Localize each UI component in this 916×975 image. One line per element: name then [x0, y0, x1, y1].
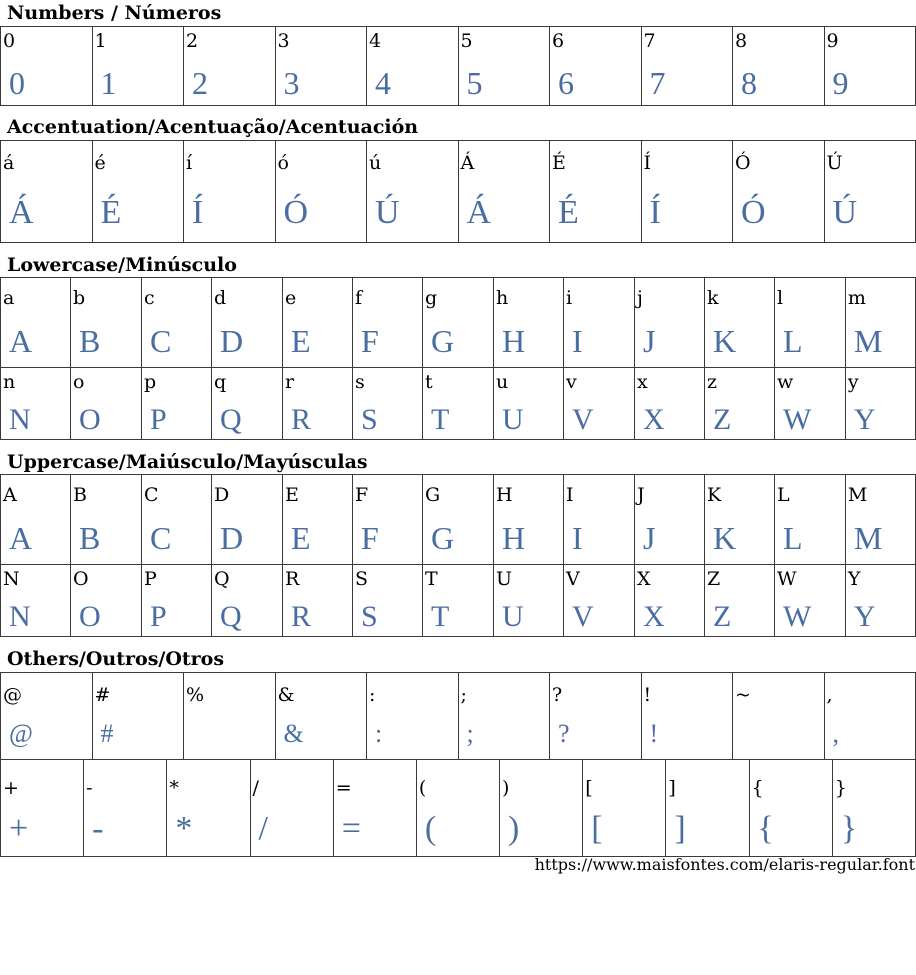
lowercase-row-1: [1, 278, 916, 368]
reference-character: &: [277, 684, 295, 706]
reference-character: Í: [643, 152, 652, 174]
font-glyph-sample: Á: [466, 194, 493, 231]
accentuation-cell: [458, 141, 550, 243]
reference-character: G: [424, 484, 441, 506]
font-glyph-sample: -: [92, 810, 105, 847]
reference-character: á: [3, 152, 15, 174]
accentuation-cell: [184, 141, 276, 243]
reference-character: Z: [706, 568, 721, 590]
others-grid-2: [0, 759, 916, 857]
font-glyph-sample: D: [219, 520, 245, 556]
others-cell: [1, 673, 93, 760]
lowercase-cell: [71, 278, 142, 368]
others-cell: [824, 673, 916, 760]
font-glyph-sample: +: [9, 810, 30, 847]
reference-character: f: [354, 287, 363, 309]
reference-character: 2: [186, 30, 199, 52]
others-cell: [832, 760, 915, 857]
lowercase-cell: [211, 278, 282, 368]
others-cell: [416, 760, 499, 857]
font-glyph-sample: I: [571, 323, 584, 359]
font-glyph-sample: M: [853, 520, 884, 556]
lowercase-grid: [0, 277, 916, 440]
numbers-row: [1, 27, 916, 106]
font-glyph-sample: H: [501, 323, 527, 359]
uppercase-grid: [0, 474, 916, 637]
accentuation-cell: [92, 141, 184, 243]
reference-character: L: [776, 484, 790, 506]
font-glyph-sample: }: [840, 810, 859, 847]
font-glyph-sample: Á: [9, 194, 35, 231]
font-glyph-sample: F: [360, 520, 380, 556]
reference-character: q: [213, 371, 227, 393]
font-glyph-sample: 3: [283, 65, 301, 101]
accentuation-cell: [1, 141, 93, 243]
reference-character: !: [643, 684, 652, 706]
font-glyph-sample: [: [591, 810, 604, 847]
reference-character: [: [585, 777, 593, 799]
font-glyph-sample: Ó: [283, 194, 310, 231]
font-glyph-sample: V: [571, 403, 595, 436]
others-cell: [500, 760, 583, 857]
font-glyph-sample: (: [424, 810, 438, 847]
accentuation-cell: [641, 141, 733, 243]
font-glyph-sample: C: [149, 323, 173, 359]
font-glyph-sample: 2: [192, 65, 209, 101]
reference-character: =: [335, 777, 352, 799]
reference-character: e: [284, 287, 297, 309]
font-glyph-sample: V: [571, 600, 595, 633]
lowercase-cell: [422, 368, 493, 440]
uppercase-cell: [563, 565, 634, 637]
others-cell: [550, 673, 642, 760]
reference-character: ;: [460, 684, 467, 706]
font-glyph-sample: S: [360, 403, 379, 436]
reference-character: 8: [735, 30, 748, 52]
font-glyph-sample: P: [149, 403, 168, 436]
numbers-grid: [0, 26, 916, 106]
font-glyph-sample: S: [360, 600, 379, 633]
font-glyph-sample: W: [782, 403, 813, 436]
others-cell: [458, 673, 550, 760]
lowercase-cell: [71, 368, 142, 440]
font-glyph-sample: Q: [219, 600, 243, 633]
reference-character: d: [213, 287, 227, 309]
uppercase-cell: [634, 565, 704, 637]
reference-character: D: [213, 484, 230, 506]
uppercase-cell: [71, 475, 142, 565]
font-glyph-sample: N: [9, 600, 32, 633]
uppercase-cell: [422, 565, 493, 637]
others-cell: [275, 673, 367, 760]
uppercase-cell: [845, 475, 915, 565]
uppercase-cell: [493, 565, 563, 637]
uppercase-cell: [352, 565, 422, 637]
font-glyph-sample: Í: [649, 194, 662, 231]
reference-character: j: [636, 287, 643, 309]
reference-character: 1: [94, 30, 107, 52]
font-glyph-sample: ;: [466, 719, 475, 748]
reference-character: o: [73, 371, 85, 393]
font-glyph-sample: B: [79, 520, 102, 556]
reference-character: 0: [3, 30, 16, 52]
font-glyph-sample: H: [501, 520, 527, 556]
uppercase-cell: [704, 565, 774, 637]
numbers-cell: [275, 27, 367, 106]
reference-character: S: [354, 568, 368, 590]
reference-character: I: [565, 484, 574, 506]
font-glyph-sample: ,: [832, 719, 840, 748]
font-glyph-sample: C: [149, 520, 173, 556]
reference-character: Y: [847, 568, 861, 590]
reference-character: P: [143, 568, 157, 590]
font-glyph-sample: 6: [558, 65, 575, 101]
reference-character: E: [284, 484, 299, 506]
reference-character: {: [751, 777, 764, 799]
font-glyph-sample: T: [430, 600, 451, 633]
font-glyph-sample: J: [642, 323, 657, 359]
accentuation-cell: [367, 141, 459, 243]
reference-character: ]: [668, 777, 676, 799]
lowercase-cell: [422, 278, 493, 368]
reference-character: 3: [277, 30, 290, 52]
uppercase-cell: [141, 565, 211, 637]
reference-character: i: [565, 287, 573, 309]
others-cell: [583, 760, 666, 857]
font-glyph-sample: É: [100, 194, 123, 231]
numbers-cell: [641, 27, 733, 106]
font-glyph-sample: M: [853, 323, 884, 359]
others-cell: [1, 760, 84, 857]
lowercase-cell: [141, 278, 211, 368]
font-glyph-sample: ]: [674, 810, 687, 847]
uppercase-cell: [563, 475, 634, 565]
font-glyph-sample: X: [642, 403, 666, 436]
reference-character: p: [143, 371, 157, 393]
others-cell: [92, 673, 184, 760]
reference-character: J: [636, 484, 645, 506]
numbers-heading: Numbers / Números: [7, 2, 222, 24]
font-glyph-sample: É: [558, 194, 580, 231]
font-glyph-sample: B: [79, 323, 102, 359]
reference-character: 5: [460, 30, 473, 52]
font-glyph-sample: J: [642, 520, 657, 556]
others-cell: [84, 760, 167, 857]
reference-character: 4: [369, 30, 382, 52]
reference-character: 9: [826, 30, 839, 52]
reference-character: U: [495, 568, 512, 590]
reference-character: R: [284, 568, 300, 590]
others-row-2: [1, 760, 916, 857]
others-cell: [167, 760, 250, 857]
font-glyph-sample: Q: [219, 403, 243, 436]
lowercase-cell: [352, 368, 422, 440]
reference-character: c: [143, 287, 155, 309]
accentuation-cell: [275, 141, 367, 243]
lowercase-cell: [563, 278, 634, 368]
font-glyph-sample: F: [360, 323, 380, 359]
reference-character: N: [3, 568, 20, 590]
uppercase-cell: [352, 475, 422, 565]
numbers-cell: [824, 27, 916, 106]
reference-character: r: [284, 371, 295, 393]
accentuation-grid: [0, 140, 916, 243]
font-glyph-sample: ?: [558, 719, 571, 748]
font-glyph-sample: R: [290, 600, 312, 633]
reference-character: t: [424, 371, 433, 393]
font-glyph-sample: A: [9, 520, 34, 556]
reference-character: Ú: [826, 152, 843, 174]
reference-character: ?: [552, 684, 563, 706]
uppercase-cell: [141, 475, 211, 565]
uppercase-cell: [845, 565, 915, 637]
reference-character: X: [636, 568, 651, 590]
reference-character: K: [706, 484, 722, 506]
reference-character: a: [3, 287, 15, 309]
font-glyph-sample: Y: [853, 403, 877, 436]
font-glyph-sample: Ú: [832, 194, 859, 231]
font-glyph-sample: @: [9, 719, 34, 748]
lowercase-cell: [352, 278, 422, 368]
lowercase-cell: [774, 278, 845, 368]
reference-character: É: [552, 152, 566, 174]
reference-character: :: [369, 684, 376, 706]
lowercase-cell: [1, 368, 71, 440]
others-cell: [666, 760, 749, 857]
font-glyph-sample: K: [712, 323, 738, 359]
font-glyph-sample: E: [290, 520, 312, 556]
font-glyph-sample: &: [283, 719, 305, 748]
lowercase-cell: [1, 278, 71, 368]
font-glyph-sample: G: [430, 323, 456, 359]
font-glyph-sample: U: [501, 600, 525, 633]
reference-character: z: [706, 371, 717, 393]
lowercase-cell: [704, 368, 774, 440]
reference-character: +: [3, 777, 19, 799]
font-glyph-sample: G: [430, 520, 456, 556]
font-glyph-sample: 9: [832, 65, 850, 101]
font-glyph-sample: X: [642, 600, 666, 633]
uppercase-cell: [704, 475, 774, 565]
uppercase-cell: [1, 475, 71, 565]
others-cell: [367, 673, 459, 760]
accentuation-row: [1, 141, 916, 243]
lowercase-cell: [634, 368, 704, 440]
reference-character: Ó: [735, 152, 751, 174]
numbers-cell: [184, 27, 276, 106]
reference-character: s: [354, 371, 365, 393]
reference-character: ú: [369, 152, 382, 174]
reference-character: T: [424, 568, 438, 590]
reference-character: -: [86, 777, 93, 799]
numbers-cell: [92, 27, 184, 106]
font-glyph-sample: Z: [712, 600, 733, 633]
font-glyph-sample: D: [219, 323, 245, 359]
lowercase-cell: [141, 368, 211, 440]
font-glyph-sample: L: [782, 323, 804, 359]
reference-character: 6: [552, 30, 565, 52]
reference-character: B: [73, 484, 87, 506]
reference-character: y: [847, 371, 859, 393]
reference-character: m: [847, 287, 866, 309]
reference-character: n: [3, 371, 16, 393]
uppercase-row-1: [1, 475, 916, 565]
lowercase-cell: [845, 278, 915, 368]
accentuation-cell: [824, 141, 916, 243]
font-glyph-sample: !: [649, 719, 660, 748]
font-glyph-sample: E: [290, 323, 312, 359]
uppercase-cell: [1, 565, 71, 637]
reference-character: @: [3, 684, 22, 706]
reference-character: V: [565, 568, 580, 590]
uppercase-cell: [422, 475, 493, 565]
reference-character: x: [636, 371, 648, 393]
font-glyph-sample: Z: [712, 403, 733, 436]
uppercase-cell: [774, 475, 845, 565]
font-glyph-sample: O: [79, 600, 102, 633]
reference-character: A: [3, 484, 17, 506]
font-glyph-sample: O: [79, 403, 102, 436]
font-glyph-sample: 7: [649, 65, 667, 101]
font-glyph-sample: P: [149, 600, 168, 633]
lowercase-cell: [563, 368, 634, 440]
lowercase-cell: [634, 278, 704, 368]
font-glyph-sample: *: [175, 810, 194, 847]
uppercase-cell: [211, 475, 282, 565]
font-glyph-sample: /: [258, 810, 269, 847]
source-url: https://www.maisfontes.com/elaris-regular.font: [534, 855, 915, 874]
others-cell: [250, 760, 333, 857]
font-glyph-sample: W: [782, 600, 813, 633]
lowercase-cell: [211, 368, 282, 440]
reference-character: /: [252, 777, 259, 799]
uppercase-cell: [493, 475, 563, 565]
font-glyph-sample: N: [9, 403, 32, 436]
font-glyph-sample: 8: [741, 65, 758, 101]
lowercase-cell: [282, 368, 352, 440]
reference-character: F: [354, 484, 369, 506]
font-glyph-sample: 5: [466, 65, 484, 101]
reference-character: W: [776, 568, 797, 590]
others-cell: [749, 760, 832, 857]
reference-character: l: [776, 287, 784, 309]
reference-character: #: [94, 684, 111, 706]
uppercase-cell: [282, 475, 352, 565]
font-glyph-sample: Í: [192, 194, 205, 231]
reference-character: h: [495, 287, 509, 309]
reference-character: v: [565, 371, 577, 393]
others-cell: [333, 760, 416, 857]
reference-character: 7: [643, 30, 656, 52]
numbers-cell: [458, 27, 550, 106]
font-glyph-sample: =: [341, 810, 362, 847]
font-glyph-sample: 0: [9, 65, 26, 101]
uppercase-row-2: [1, 565, 916, 637]
reference-character: é: [94, 152, 106, 174]
lowercase-cell: [845, 368, 915, 440]
font-glyph-sample: #: [100, 719, 115, 748]
font-glyph-sample: {: [757, 810, 775, 847]
font-glyph-sample: L: [782, 520, 804, 556]
uppercase-cell: [211, 565, 282, 637]
font-glyph-sample: K: [712, 520, 738, 556]
font-glyph-sample: I: [571, 520, 584, 556]
font-glyph-sample: :: [375, 719, 384, 748]
accentuation-cell: [550, 141, 642, 243]
reference-character: k: [706, 287, 719, 309]
reference-character: í: [186, 152, 193, 174]
font-glyph-sample: Ó: [741, 194, 767, 231]
font-glyph-sample: Y: [853, 600, 877, 633]
font-glyph-sample: A: [9, 323, 34, 359]
reference-character: u: [495, 371, 509, 393]
others-cell: [184, 673, 276, 760]
reference-character: ): [502, 777, 510, 799]
font-glyph-sample: U: [501, 403, 525, 436]
others-grid-1: [0, 672, 916, 760]
uppercase-cell: [634, 475, 704, 565]
font-glyph-sample: R: [290, 403, 312, 436]
reference-character: w: [776, 371, 794, 393]
lowercase-cell: [282, 278, 352, 368]
reference-character: (: [418, 777, 427, 799]
reference-character: }: [834, 777, 847, 799]
lowercase-cell: [704, 278, 774, 368]
others-row-1: [1, 673, 916, 760]
font-glyph-sample: 4: [375, 65, 392, 101]
others-cell: [641, 673, 733, 760]
reference-character: M: [847, 484, 868, 506]
reference-character: ,: [826, 684, 833, 706]
reference-character: C: [143, 484, 159, 506]
reference-character: O: [73, 568, 89, 590]
uppercase-heading: Uppercase/Maiúsculo/Mayúsculas: [7, 451, 368, 473]
uppercase-cell: [282, 565, 352, 637]
font-glyph-sample: Ú: [375, 194, 401, 231]
numbers-cell: [550, 27, 642, 106]
lowercase-row-2: [1, 368, 916, 440]
font-glyph-sample: T: [430, 403, 451, 436]
numbers-cell: [1, 27, 93, 106]
others-heading: Others/Outros/Otros: [7, 648, 225, 670]
lowercase-cell: [774, 368, 845, 440]
numbers-cell: [367, 27, 459, 106]
others-cell: [733, 673, 825, 760]
accentuation-cell: [733, 141, 825, 243]
reference-character: Q: [213, 568, 230, 590]
numbers-cell: [733, 27, 825, 106]
uppercase-cell: [774, 565, 845, 637]
lowercase-cell: [493, 368, 563, 440]
reference-character: *: [169, 777, 179, 799]
reference-character: %: [186, 684, 205, 706]
lowercase-cell: [493, 278, 563, 368]
reference-character: ó: [277, 152, 289, 174]
font-glyph-sample: 1: [100, 65, 118, 101]
lowercase-heading: Lowercase/Minúsculo: [7, 254, 237, 276]
accentuation-heading: Accentuation/Acentuação/Acentuación: [7, 116, 419, 138]
reference-character: H: [495, 484, 513, 506]
reference-character: b: [73, 287, 86, 309]
reference-character: Á: [460, 152, 475, 174]
font-glyph-sample: ): [508, 810, 521, 847]
uppercase-cell: [71, 565, 142, 637]
reference-character: g: [424, 287, 438, 309]
reference-character: ~: [735, 684, 751, 706]
